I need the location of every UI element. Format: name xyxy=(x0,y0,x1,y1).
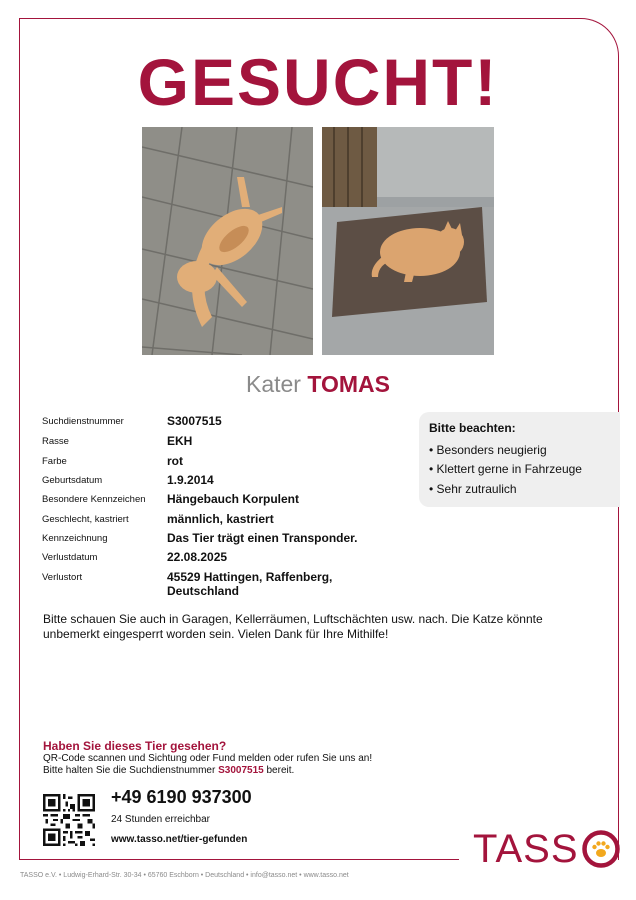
notes-title: Bitte beachten: xyxy=(429,421,516,435)
detail-value: 45529 Hattingen, Raffenberg, Deutschland xyxy=(167,570,333,598)
contact-heading: Haben Sie dieses Tier gesehen? xyxy=(43,739,227,753)
note-text: Besonders neugierig xyxy=(436,443,547,457)
note-text: Sehr zutraulich xyxy=(436,482,517,496)
detail-value: Das Tier trägt einen Transponder. xyxy=(167,531,358,545)
phone-number[interactable]: +49 6190 937300 xyxy=(111,787,252,807)
detail-label: Rasse xyxy=(42,436,69,447)
detail-label: Geschlecht, kastriert xyxy=(42,514,129,525)
cat-photo-2 xyxy=(322,127,494,355)
detail-label: Geburtsdatum xyxy=(42,475,103,486)
detail-label: Verlustdatum xyxy=(42,552,98,563)
cat-name: TOMAS xyxy=(307,371,390,397)
detail-label: Verlustort xyxy=(42,572,83,583)
detail-value: männlich, kastriert xyxy=(167,512,274,526)
detail-value: rot xyxy=(167,454,183,468)
poster-title: GESUCHT! xyxy=(137,45,499,119)
note-item: • Besonders neugierig xyxy=(429,443,547,457)
footer-address: TASSO e.V. • Ludwig-Erhard-Str. 30-34 • 65760 Eschborn • Deutschland • info@tasso.net • www.tasso.net xyxy=(20,872,349,879)
note-text: Klettert gerne in Fahrzeuge xyxy=(436,462,582,476)
paw-o-icon xyxy=(581,829,621,869)
qr-code[interactable] xyxy=(43,794,95,846)
cat-name-prefix: Kater xyxy=(245,371,301,397)
search-number: S3007515 xyxy=(218,765,264,776)
note-item: • Klettert gerne in Fahrzeuge xyxy=(429,462,582,476)
detail-label: Besondere Kennzeichen xyxy=(42,494,146,505)
detail-value: 22.08.2025 xyxy=(167,550,228,564)
detail-value: Hängebauch Korpulent xyxy=(167,492,300,506)
notes-box xyxy=(419,412,620,507)
logo-text: TASS xyxy=(473,827,579,871)
availability-text: 24 Stunden erreichbar xyxy=(111,814,210,825)
detail-value: 1.9.2014 xyxy=(167,473,214,487)
detail-label: Farbe xyxy=(42,456,67,467)
tasso-logo xyxy=(473,826,621,872)
detail-value: EKH xyxy=(167,434,193,448)
cat-photo-1 xyxy=(142,127,313,355)
contact-line-2-after: bereit. xyxy=(266,765,295,776)
cat-name-heading xyxy=(0,369,636,399)
frame-bottom-line xyxy=(19,859,459,860)
detail-value: S3007515 xyxy=(167,414,222,428)
note-item: • Sehr zutraulich xyxy=(429,482,517,496)
website-link[interactable]: www.tasso.net/tier-gefunden xyxy=(111,834,248,845)
contact-line-2 xyxy=(43,765,294,777)
detail-label: Suchdienstnummer xyxy=(42,416,124,427)
contact-line-2-before: Bitte halten Sie die Suchdienstnummer xyxy=(43,765,216,776)
detail-label: Kennzeichnung xyxy=(42,533,108,544)
info-paragraph: Bitte schauen Sie auch in Garagen, Kellerräumen, Luftschächten usw. nach. Die Katze könnte unbemerkt eingesperrt worden sein. Vielen Dank für Ihre Mithilfe! xyxy=(43,612,543,641)
contact-line-1: QR-Code scannen und Sichtung oder Fund melden oder rufen Sie uns an! xyxy=(43,753,373,764)
